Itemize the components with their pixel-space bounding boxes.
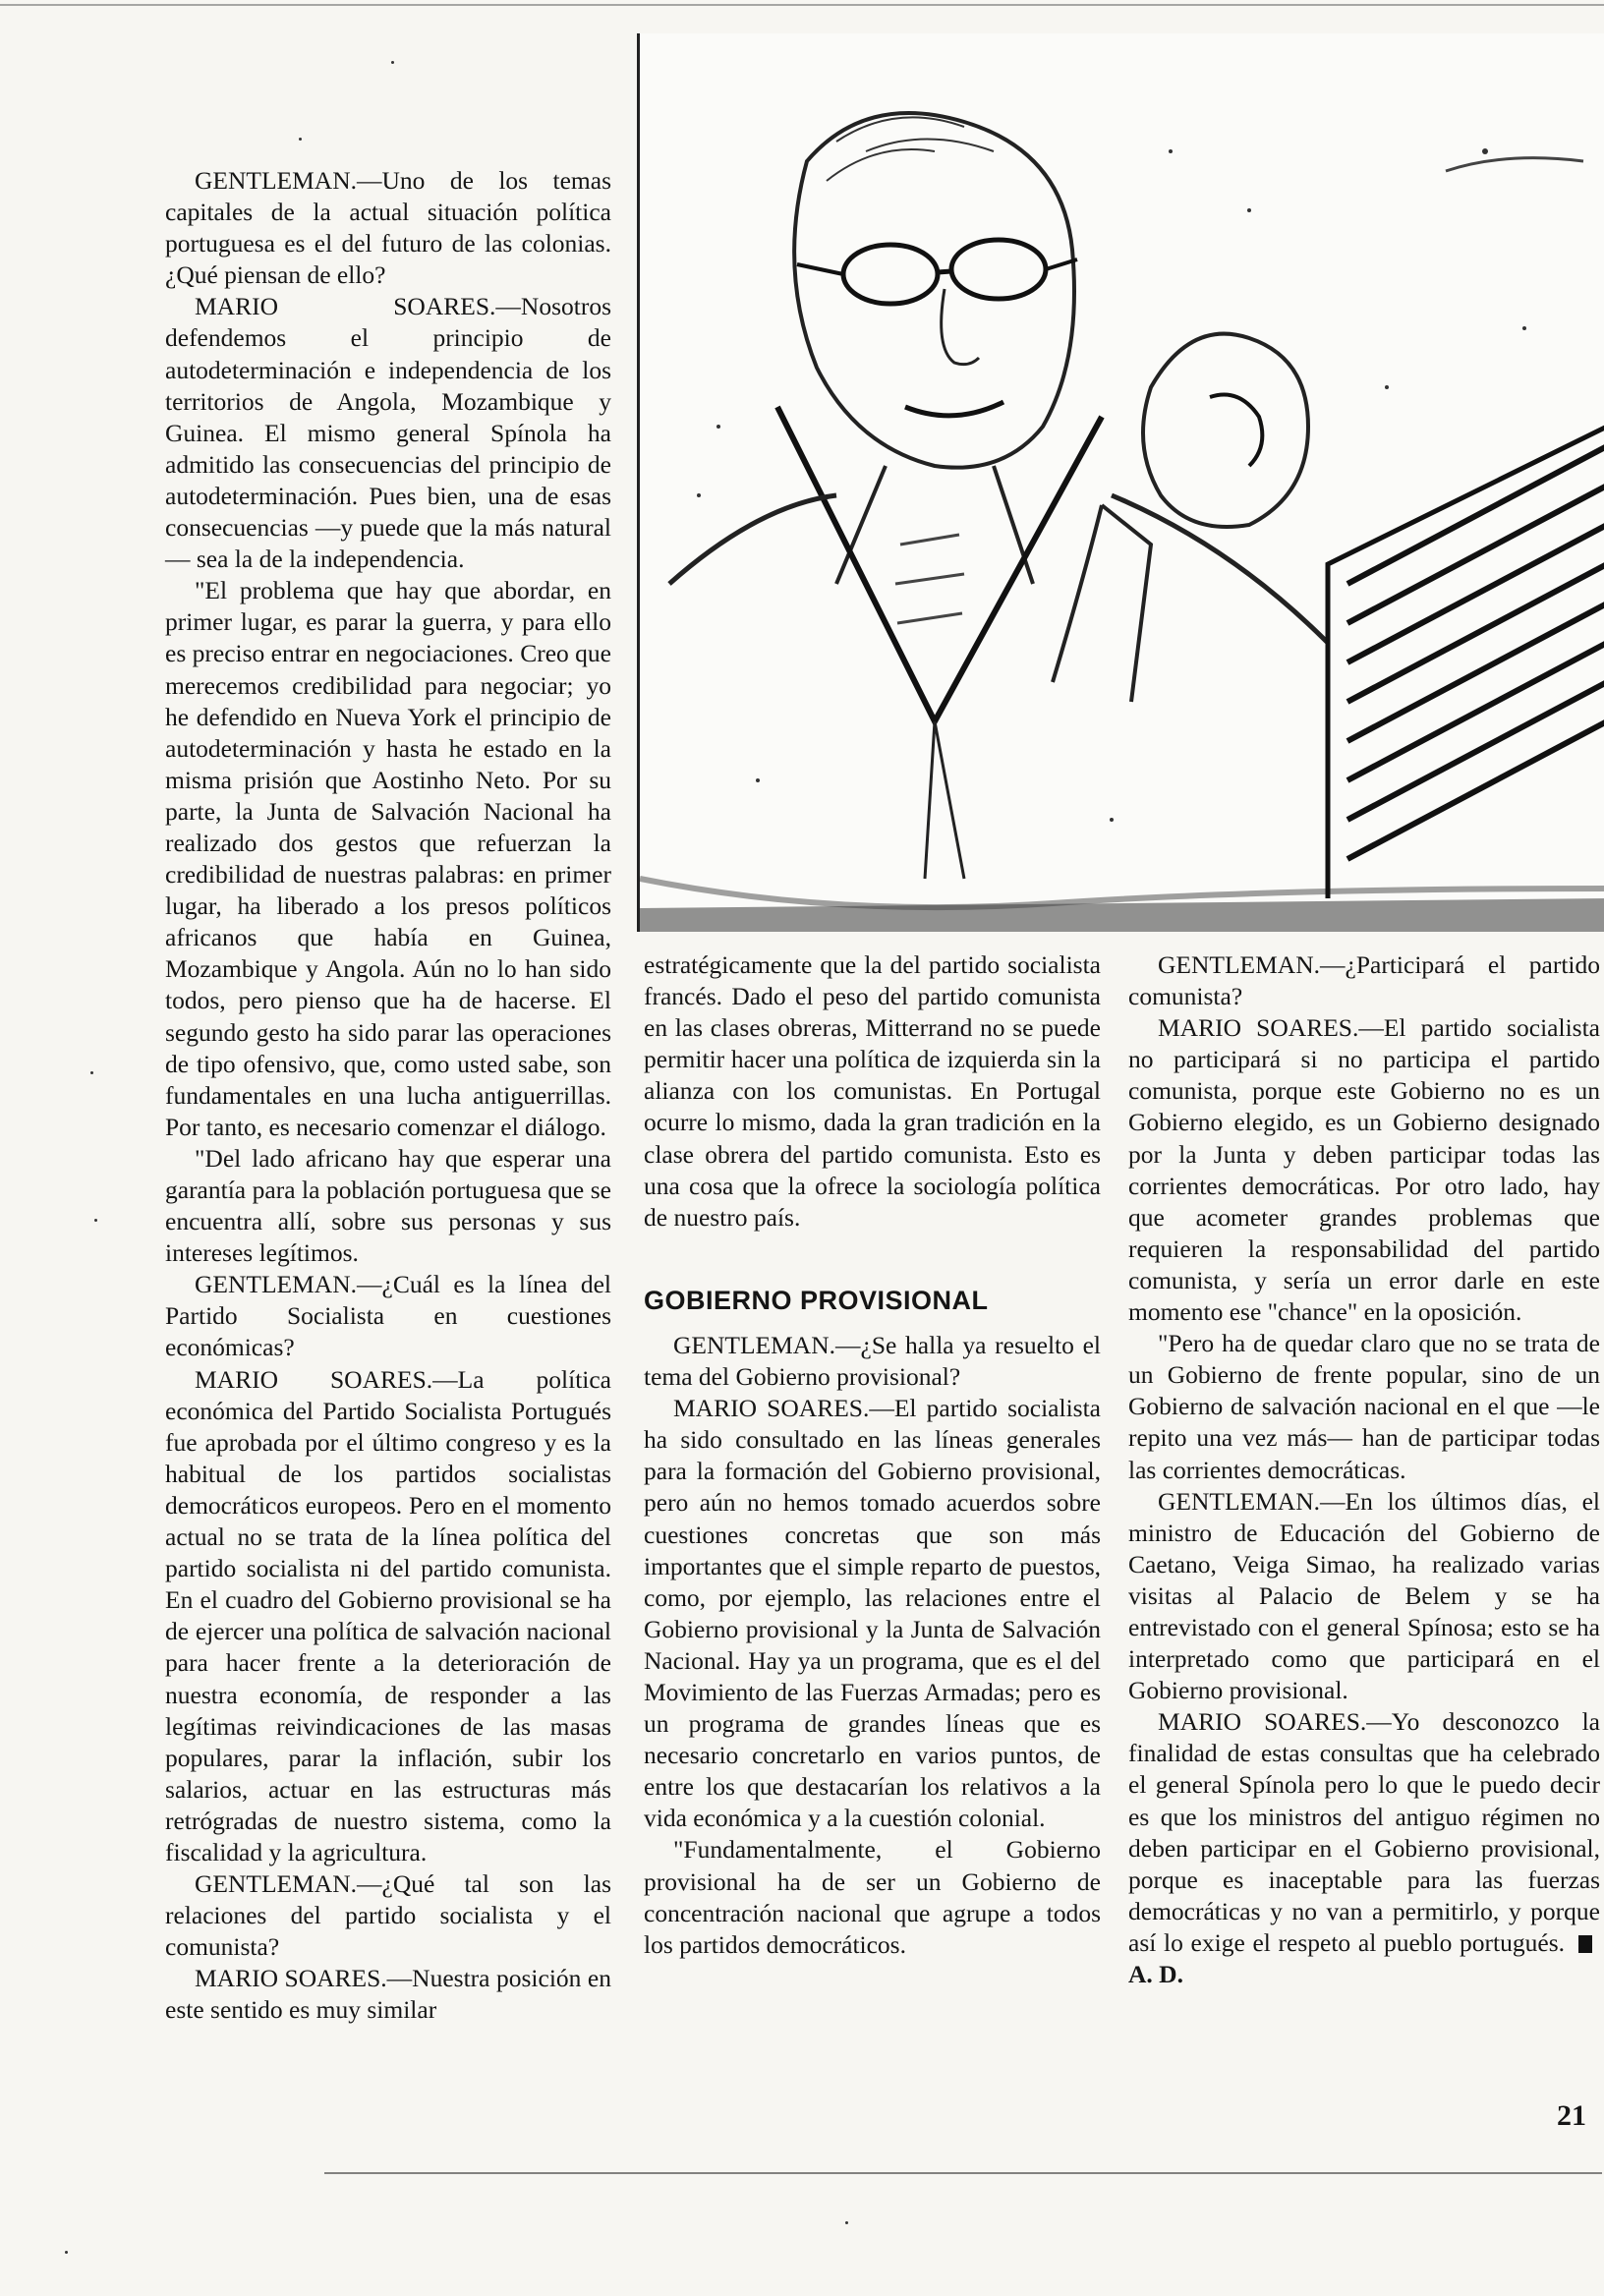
paragraph: GENTLEMAN.—¿Participará el partido comunista? [1128,950,1600,1011]
section-heading: GOBIERNO PROVISIONAL [644,1285,989,1315]
paragraph: MARIO SOARES.—El partido socialista ha sido consultado en las líneas generales para la formación del Gobierno provisional, pero aún no hemos tomado acuerdos sobre cuestiones concretas que son más importantes que el simple reparto de puestos, como, por ejemplo, las relaciones entre el Gobierno provisional y la Junta de Salvación Nacional. Hay ya un programa, que es el del Movimiento de las Fuerzas Armadas; pero es un programa de grandes líneas que es necesario concretarlo en varios puntos, de entre los que destacarían los relativos a la vida económica y a la cuestión colonial. [644,1394,1101,1833]
print-speck [65,2251,68,2254]
portrait-photo [637,33,1604,932]
article-column-3 [1128,949,1600,1990]
paragraph: MARIO SOARES.—El partido socialista no participará si no participa el partido comunista, porque este Gobierno no es un Gobierno elegido, es un Gobierno designado por la Junta y deben participar todas las corrientes democráticas. Por otro lado, hay que acometer grandes problemas que requieren la responsabilidad del partido comunista, y sería un error darle en este momento ese "chance" en la oposición. [1128,1013,1600,1327]
paragraph: GENTLEMAN.—Uno de los temas capitales de la actual situación política portuguesa es el del futuro de las colonias. ¿Qué piensan de ello? [165,166,611,290]
article-column-2 [644,949,1101,1961]
paragraph: GENTLEMAN.—En los últimos días, el ministro de Educación del Gobierno de Caetano, Veiga Simao, ha realizado varias visitas al Palacio de Belem y se ha entrevistado con el general Spínosa; esto se ha interpretado como que participará en el Gobierno provisional. [1128,1486,1600,1705]
end-mark-icon [1578,1935,1592,1953]
author-signature: A. D. [1128,1960,1183,1988]
paragraph: MARIO SOARES.—Nuestra posición en este sentido es muy similar [165,1964,611,2025]
page-number: 21 [1557,2099,1586,2132]
print-speck [299,138,302,141]
portrait-illustration [640,33,1604,932]
article-column-1 [165,165,611,2027]
paragraph: MARIO SOARES.—Nosotros defendemos el principio de autodeterminación e independencia de los territorios de Angola, Mozambique y Guinea. El mismo general Spínola ha admitido las consecuencias del principio de autodeterminación. Pues bien, una de esas consecuencias —y puede que la más natural— sea la de la independencia. [165,292,611,574]
top-rule [0,4,1604,6]
print-speck [90,1071,93,1074]
print-speck [94,1219,97,1222]
bottom-rule [324,2172,1602,2174]
paragraph: GENTLEMAN.—¿Se halla ya resuelto el tema del Gobierno provisional? [644,1330,1101,1392]
paragraph: GENTLEMAN.—¿Qué tal son las relaciones del partido socialista y el comunista? [165,1869,611,1962]
paragraph: MARIO SOARES.—Yo desconozco la finalidad de estas consultas que ha celebrado el general Spínola pero lo que le puedo decir es que los ministros del antiguo régimen no deben participar en el Gobierno provisional, porque es inaceptable para las fuerzas democráticas y no van a permitirlo, y porque así lo exige el respeto al pueblo portugués. [1128,1707,1600,1957]
paragraph: GENTLEMAN.—¿Cuál es la línea del Partido Socialista en cuestiones económicas? [165,1270,611,1362]
paragraph-with-signature [1128,1706,1600,1990]
print-speck [391,61,394,64]
print-speck [845,2221,848,2224]
paragraph: "Pero ha de quedar claro que no se trata de un Gobierno de frente popular, sino de un Gobierno de salvación nacional en el que —le repito una vez más— han de participar todas las corrientes democráticas. [1128,1329,1600,1484]
paragraph: estratégicamente que la del partido socialista francés. Dado el peso del partido comunista en las clases obreras, Mitterrand no se puede permitir hacer una política de izquierda sin la alianza con los comunistas. En Portugal ocurre lo mismo, dada la gran tradición en la clase obrera del partido comunista. Esto es una cosa que la ofrece la sociología política de nuestro país. [644,950,1101,1232]
paragraph: "Del lado africano hay que esperar una garantía para la población portuguesa que se encuentra allí, sobre sus personas y sus intereses legítimos. [165,1143,611,1268]
paragraph: MARIO SOARES.—La política económica del Partido Socialista Portugués fue aprobada por el último congreso y es la habitual de los partidos socialistas democráticos europeos. Pero en el momento actual no se trata de la línea política del partido socialista ni del partido comunista. En el cuadro del Gobierno provisional se ha de ejercer una política de salvación nacional para hacer frente a la deterioración de nuestra economía, de responder a las legítimas reivindicaciones de las masas populares, parar la inflación, subir los salarios, actuar en las estructuras más retrógradas de nuestro sistema, como la fiscalidad y la agricultura. [165,1364,611,1866]
paragraph: "Fundamentalmente, el Gobierno provisional ha de ser un Gobierno de concentración nacional que agrupe a todos los partidos democráticos. [644,1835,1101,1959]
paragraph: "El problema que hay que abordar, en primer lugar, es parar la guerra, y para ello es preciso entrar en negociaciones. Creo que merecemos credibilidad para negociar; yo he defendido en Nueva York el principio de autodeterminación y hasta he estado en la misma prisión que Aostinho Neto. Por su parte, la Junta de Salvación Nacional ha realizado dos gestos que refuerzan la credibilidad de nuestras palabras: en primer lugar, ha liberado a los presos políticos africanos que había en Guinea, Mozambique y Angola. Aún no lo han sido todos, pero pienso que ha de hacerse. El segundo gesto ha sido parar las operaciones de tipo ofensivo, que, como usted sabe, son fundamentales en una lucha antiguerrillas. Por tanto, es necesario comenzar el diálogo. [165,576,611,1141]
